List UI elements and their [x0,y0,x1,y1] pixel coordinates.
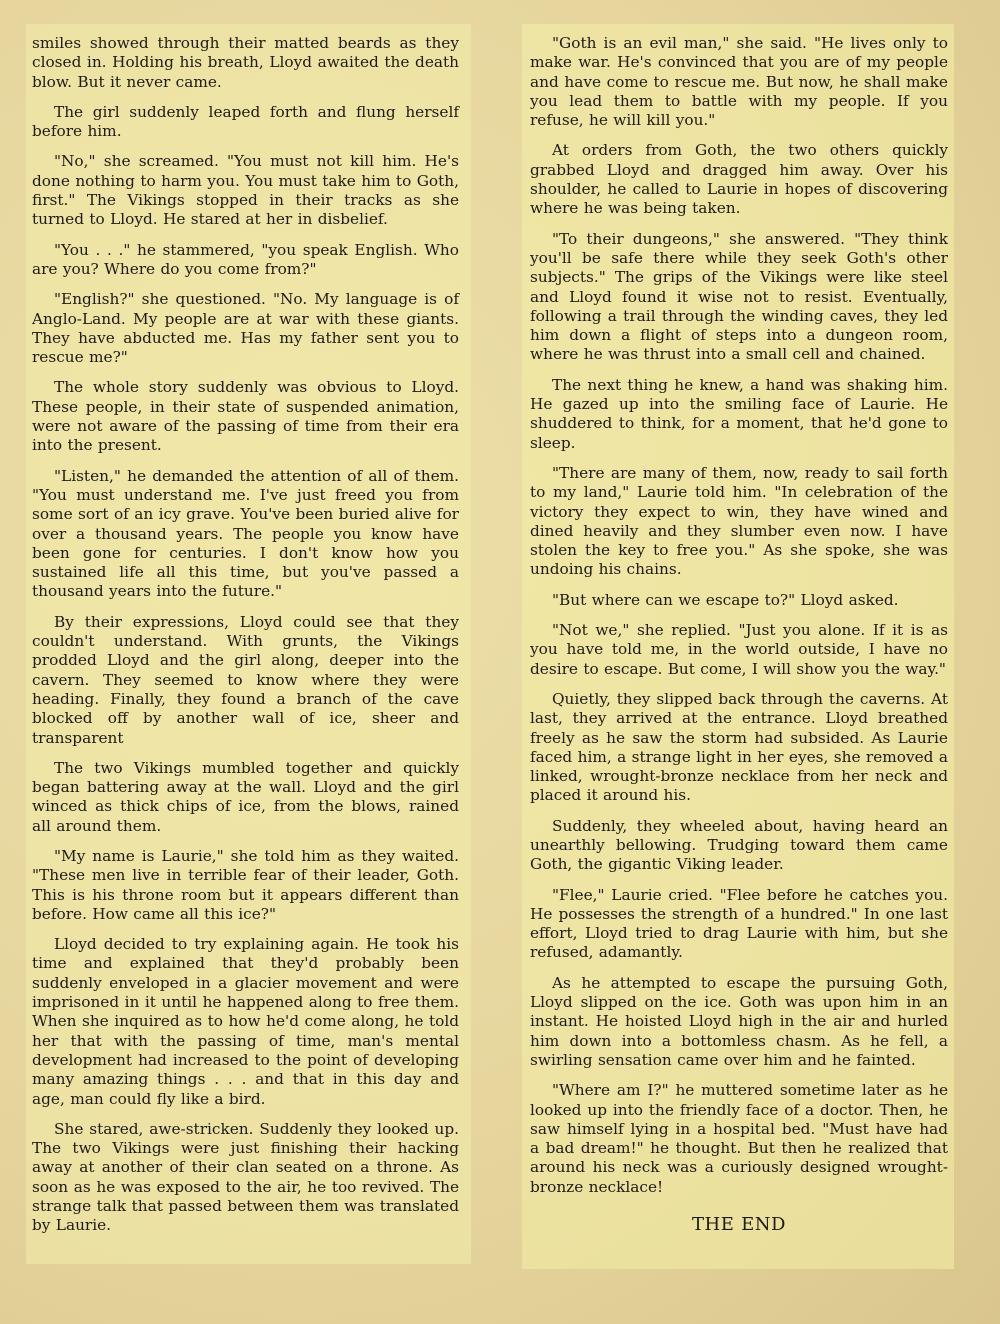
paragraph: By their expressions, Lloyd could see that they couldn't understand. With grunts, the Vikings prodded Lloyd and the girl along, deeper into the cavern. They seemed to know where they were heading. Finally, they found a branch of the cave blocked off by another wall of ice, sheer and transparent [32,612,459,747]
the-end-label: THE END [692,1214,786,1236]
left-text-column [26,24,471,1264]
paragraph: "No," she screamed. "You must not kill him. He's done nothing to harm you. You must take him to Goth, first." The Vikings stopped in their tracks as she turned to Lloyd. He stared at her in disbelief. [32,152,459,229]
paragraph: The next thing he knew, a hand was shaking him. He gazed up into the smiling face of Laurie. He shuddered to think, for a moment, that he'd gone to sleep. [530,375,948,452]
paragraph: "There are many of them, now, ready to sail forth to my land," Laurie told him. "In celebration of the victory they expect to win, they have wined and dined heavily and they slumber even now. I have stolen the key to free you." As she spoke, she was undoing his chains. [530,463,948,579]
paragraph: As he attempted to escape the pursuing Goth, Lloyd slipped on the ice. Goth was upon him in an instant. He hoisted Lloyd high in the air and hurled him down into a bottomless chasm. As he fell, a swirling sensation came over him and he fainted. [530,973,948,1069]
paragraph: "You . . ." he stammered, "you speak English. Who are you? Where do you come from?" [32,240,459,278]
paragraph: "English?" she questioned. "No. My language is of Anglo-Land. My people are at war with these giants. They have abducted me. Has my father sent you to rescue me?" [32,290,459,367]
paragraph: The girl suddenly leaped forth and flung herself before him. [32,102,459,141]
paragraph: At orders from Goth, the two others quickly grabbed Lloyd and dragged him away. Over his shoulder, he called to Laurie in hopes of discovering where he was being taken. [530,141,948,218]
paragraph: "Goth is an evil man," she said. "He lives only to make war. He's convinced that you are of my people and have come to rescue me. But now, he shall make you lead them to battle with my people. If you refuse, he will kill you." [530,34,948,130]
paragraph: "Flee," Laurie cried. "Flee before he catches you. He possesses the strength of a hundred." In one last effort, Lloyd tried to drag Laurie with him, but she refused, adamantly. [530,885,948,962]
paragraph: "Listen," he demanded the attention of all of them. "You must understand me. I've just freed you from some sort of an icy grave. You've been buried alive for over a thousand years. The people you know have been gone for centuries. I don't know how you sustained life all this time, but you've passed a thousand years into the future." [32,466,459,601]
right-text-column [522,24,954,1269]
paragraph: Quietly, they slipped back through the caverns. At last, they arrived at the entrance. Lloyd breathed freely as he saw the storm had subsided. As Laurie faced him, a strange light in her eyes, she removed a linked, wrought-bronze necklace from her neck and placed it around his. [530,689,948,805]
paragraph: The whole story suddenly was obvious to Lloyd. These people, in their state of suspended animation, were not aware of the passing of time from their era into the present. [32,378,459,455]
paragraph: "But where can we escape to?" Lloyd asked. [552,590,899,609]
paragraph: "Not we," she replied. "Just you alone. If it is as you have told me, in the world outside, I have no desire to escape. But come, I will show you the way." [530,621,948,678]
paragraph: "My name is Laurie," she told him as they waited. "These men live in terrible fear of their leader, Goth. This is his throne room but it appears different than before. How came all this ice?" [32,846,459,923]
paragraph: She stared, awe-stricken. Suddenly they looked up. The two Vikings were just finishing their hacking away at another of their clan seated on a throne. As soon as he was exposed to the air, he too revived. The strange talk that passed between them was translated by Laurie. [32,1119,459,1235]
paragraph: The two Vikings mumbled together and quickly began battering away at the wall. Lloyd and the girl winced as thick chips of ice, from the blows, rained all around them. [32,758,459,835]
paragraph: "To their dungeons," she answered. "They think you'll be safe there while they seek Goth's other subjects." The grips of the Vikings were like steel and Lloyd found it wise not to resist. Eventually, following a trail through the winding caves, they led him down a flight of steps into a dungeon room, where he was thrust into a small cell and chained. [530,229,948,364]
paragraph: smiles showed through their matted beards as they closed in. Holding his breath, Lloyd awaited the death blow. But it never came. [32,34,459,91]
paragraph: "Where am I?" he muttered sometime later as he looked up into the friendly face of a doctor. Then, he saw himself lying in a hospital bed. "Must have had a bad dream!" he thought. But then he realized that around his neck was a curiously designed wrought-bronze necklace! [530,1081,948,1196]
paragraph: Lloyd decided to try explaining again. He took his time and explained that they'd probably been suddenly enveloped in a glacier movement and were imprisoned in it until he happened along to free them. When she inquired as to how he'd come along, he told her that with the passing of time, man's mental development had increased to the point of developing many amazing things . . . and that in this day and age, man could fly like a bird. [32,935,459,1108]
paragraph: Suddenly, they wheeled about, having heard an unearthly bellowing. Trudging toward them came Goth, the gigantic Viking leader. [530,816,948,874]
